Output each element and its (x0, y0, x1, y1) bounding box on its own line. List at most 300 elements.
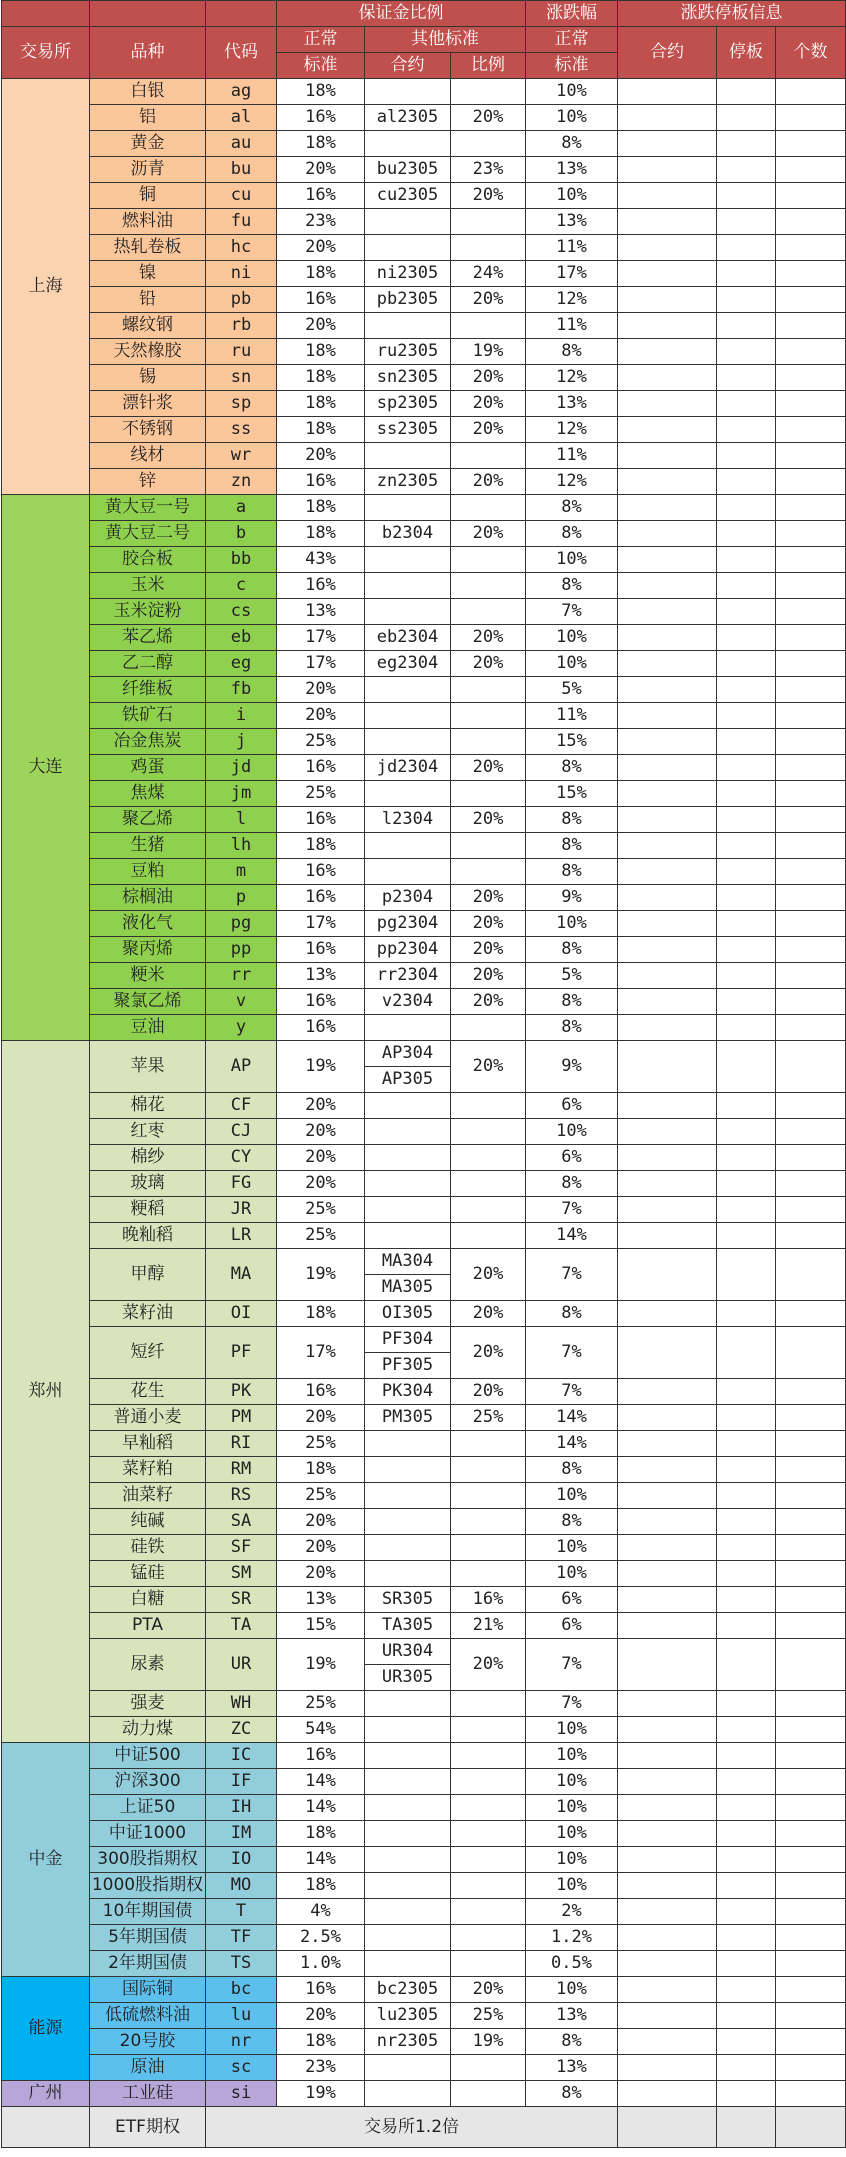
other-ratio-cell (451, 1873, 526, 1899)
limit-contract-cell (618, 1639, 717, 1691)
limit-board-cell (717, 1015, 776, 1041)
other-ratio-cell: 16% (451, 1587, 526, 1613)
variety-cell: 豆粕 (90, 859, 206, 885)
other-contract-cell (365, 1145, 451, 1171)
limit-pct-cell: 8% (526, 573, 618, 599)
other-contract-cell (365, 1873, 451, 1899)
normal-margin-cell: 2.5% (277, 1925, 365, 1951)
code-cell: pg (206, 911, 277, 937)
limit-board-cell (717, 1171, 776, 1197)
limit-board-cell (717, 339, 776, 365)
other-contract-cell (365, 1223, 451, 1249)
normal-margin-cell: 18% (277, 339, 365, 365)
normal-margin-cell: 20% (277, 443, 365, 469)
code-cell: ru (206, 339, 277, 365)
variety-cell: 苹果 (90, 1041, 206, 1093)
header-limit-count: 个数 (776, 27, 846, 79)
normal-margin-cell: 16% (277, 469, 365, 495)
normal-margin-cell: 23% (277, 209, 365, 235)
limit-contract-cell (618, 1717, 717, 1743)
code-cell: CF (206, 1093, 277, 1119)
other-contract-cell: jd2304 (365, 755, 451, 781)
variety-cell: 铅 (90, 287, 206, 313)
other-contract-cell (365, 859, 451, 885)
limit-contract-cell (618, 833, 717, 859)
code-cell: MO (206, 1873, 277, 1899)
limit-count-cell (776, 1119, 846, 1145)
other-contract-cell (365, 599, 451, 625)
code-cell: au (206, 131, 277, 157)
other-contract-cell: UR305 (365, 1665, 451, 1691)
table-row (2, 911, 846, 937)
limit-contract-cell (618, 2029, 717, 2055)
limit-board-cell (717, 157, 776, 183)
normal-margin-cell: 23% (277, 2055, 365, 2081)
limit-board-cell (717, 235, 776, 261)
other-ratio-cell: 20% (451, 625, 526, 651)
header-code: 代码 (206, 27, 277, 79)
table-row (2, 677, 846, 703)
other-contract-cell (365, 1951, 451, 1977)
variety-cell: 菜籽粕 (90, 1457, 206, 1483)
limit-board-cell (717, 963, 776, 989)
limit-board-cell (717, 1509, 776, 1535)
other-ratio-cell (451, 1795, 526, 1821)
code-cell: bu (206, 157, 277, 183)
other-ratio-cell (451, 859, 526, 885)
limit-board-cell (717, 521, 776, 547)
limit-contract-cell (618, 807, 717, 833)
table-row (2, 1171, 846, 1197)
normal-margin-cell: 1.0% (277, 1951, 365, 1977)
limit-pct-cell: 7% (526, 1379, 618, 1405)
header-row-top (2, 1, 846, 27)
limit-pct-cell: 0.5% (526, 1951, 618, 1977)
code-cell: MA (206, 1249, 277, 1301)
variety-cell: 黄大豆二号 (90, 521, 206, 547)
code-cell: PF (206, 1327, 277, 1379)
variety-cell: 聚氯乙烯 (90, 989, 206, 1015)
table-row (2, 495, 846, 521)
limit-count-cell (776, 1249, 846, 1301)
other-contract-cell: UR304 (365, 1639, 451, 1665)
footer-row (2, 2107, 846, 2148)
limit-pct-cell: 11% (526, 443, 618, 469)
code-cell: CY (206, 1145, 277, 1171)
other-contract-cell (365, 313, 451, 339)
variety-cell: 液化气 (90, 911, 206, 937)
variety-cell: 国际铜 (90, 1977, 206, 2003)
limit-pct-cell: 11% (526, 313, 618, 339)
other-ratio-cell (451, 1899, 526, 1925)
limit-count-cell (776, 1847, 846, 1873)
variety-cell: 棉纱 (90, 1145, 206, 1171)
variety-cell: 聚丙烯 (90, 937, 206, 963)
limit-board-cell (717, 625, 776, 651)
table-row (2, 1743, 846, 1769)
limit-pct-cell: 8% (526, 1015, 618, 1041)
code-cell: lu (206, 2003, 277, 2029)
normal-margin-cell: 13% (277, 599, 365, 625)
header-normal-limit: 正常 (526, 27, 618, 53)
exchange-name: 中金 (2, 1743, 90, 1977)
normal-margin-cell: 14% (277, 1769, 365, 1795)
table-row (2, 1873, 846, 1899)
normal-margin-cell: 25% (277, 1483, 365, 1509)
limit-contract-cell (618, 2081, 717, 2107)
limit-contract-cell (618, 1093, 717, 1119)
limit-board-cell (717, 183, 776, 209)
limit-contract-cell (618, 729, 717, 755)
other-contract-cell: AP304 (365, 1041, 451, 1067)
code-cell: TF (206, 1925, 277, 1951)
other-contract-cell: sn2305 (365, 365, 451, 391)
table-row (2, 1197, 846, 1223)
other-contract-cell: l2304 (365, 807, 451, 833)
other-ratio-cell: 25% (451, 1405, 526, 1431)
limit-board-cell (717, 1717, 776, 1743)
limit-pct-cell: 1.2% (526, 1925, 618, 1951)
code-cell: OI (206, 1301, 277, 1327)
variety-cell: 铝 (90, 105, 206, 131)
variety-cell: 玉米 (90, 573, 206, 599)
limit-count-cell (776, 1691, 846, 1717)
code-cell: pp (206, 937, 277, 963)
normal-margin-cell: 16% (277, 1743, 365, 1769)
limit-board-cell (717, 79, 776, 105)
other-contract-cell (365, 209, 451, 235)
limit-count-cell (776, 1899, 846, 1925)
header-variety: 品种 (90, 27, 206, 79)
normal-margin-cell: 16% (277, 937, 365, 963)
normal-margin-cell: 16% (277, 807, 365, 833)
limit-board-cell (717, 937, 776, 963)
other-ratio-cell: 20% (451, 1301, 526, 1327)
other-ratio-cell (451, 1769, 526, 1795)
limit-pct-cell: 8% (526, 495, 618, 521)
normal-margin-cell: 14% (277, 1847, 365, 1873)
limit-pct-cell: 10% (526, 79, 618, 105)
other-contract-cell (365, 1691, 451, 1717)
normal-margin-cell: 18% (277, 1457, 365, 1483)
other-ratio-cell: 20% (451, 1977, 526, 2003)
other-contract-cell (365, 547, 451, 573)
variety-cell: 20号胶 (90, 2029, 206, 2055)
limit-pct-cell: 13% (526, 157, 618, 183)
other-contract-cell (365, 1899, 451, 1925)
other-contract-cell: OI305 (365, 1301, 451, 1327)
limit-count-cell (776, 1873, 846, 1899)
limit-count-cell (776, 1639, 846, 1691)
table-row (2, 443, 846, 469)
other-contract-cell: lu2305 (365, 2003, 451, 2029)
footer-blank (618, 2107, 717, 2148)
other-ratio-cell (451, 729, 526, 755)
limit-contract-cell (618, 1769, 717, 1795)
limit-count-cell (776, 313, 846, 339)
code-cell: sn (206, 365, 277, 391)
other-ratio-cell (451, 547, 526, 573)
normal-margin-cell: 4% (277, 1899, 365, 1925)
other-ratio-cell (451, 1743, 526, 1769)
normal-margin-cell: 54% (277, 1717, 365, 1743)
table-row (2, 963, 846, 989)
limit-pct-cell: 6% (526, 1093, 618, 1119)
limit-contract-cell (618, 105, 717, 131)
limit-pct-cell: 6% (526, 1613, 618, 1639)
table-row (2, 729, 846, 755)
normal-margin-cell: 20% (277, 1119, 365, 1145)
limit-board-cell (717, 1977, 776, 2003)
code-cell: sc (206, 2055, 277, 2081)
limit-count-cell (776, 443, 846, 469)
table-row (2, 1015, 846, 1041)
limit-board-cell (717, 989, 776, 1015)
limit-count-cell (776, 1041, 846, 1093)
limit-pct-cell: 7% (526, 1327, 618, 1379)
other-contract-cell: pb2305 (365, 287, 451, 313)
normal-margin-cell: 19% (277, 1041, 365, 1093)
other-ratio-cell (451, 313, 526, 339)
limit-contract-cell (618, 1847, 717, 1873)
limit-count-cell (776, 1483, 846, 1509)
variety-cell: 花生 (90, 1379, 206, 1405)
other-contract-cell: bu2305 (365, 157, 451, 183)
normal-margin-cell: 20% (277, 1145, 365, 1171)
header-standard-limit: 标准 (526, 53, 618, 79)
limit-contract-cell (618, 1587, 717, 1613)
code-cell: jd (206, 755, 277, 781)
limit-pct-cell: 10% (526, 1743, 618, 1769)
other-ratio-cell: 20% (451, 105, 526, 131)
limit-count-cell (776, 417, 846, 443)
limit-pct-cell: 13% (526, 2003, 618, 2029)
normal-margin-cell: 20% (277, 1535, 365, 1561)
limit-contract-cell (618, 989, 717, 1015)
limit-pct-cell: 8% (526, 521, 618, 547)
code-cell: wr (206, 443, 277, 469)
other-contract-cell (365, 1925, 451, 1951)
limit-pct-cell: 10% (526, 1717, 618, 1743)
variety-cell: 早籼稻 (90, 1431, 206, 1457)
limit-board-cell (717, 1041, 776, 1093)
variety-cell: 热轧卷板 (90, 235, 206, 261)
header-limit-pct: 涨跌幅 (526, 1, 618, 27)
limit-board-cell (717, 729, 776, 755)
variety-cell: 白银 (90, 79, 206, 105)
limit-pct-cell: 2% (526, 1899, 618, 1925)
limit-count-cell (776, 911, 846, 937)
other-ratio-cell (451, 703, 526, 729)
table-row (2, 625, 846, 651)
limit-board-cell (717, 2029, 776, 2055)
limit-pct-cell: 7% (526, 599, 618, 625)
variety-cell: 棕榈油 (90, 885, 206, 911)
limit-board-cell (717, 1769, 776, 1795)
code-cell: IM (206, 1821, 277, 1847)
code-cell: j (206, 729, 277, 755)
normal-margin-cell: 15% (277, 1613, 365, 1639)
other-ratio-cell: 20% (451, 521, 526, 547)
variety-cell: 沥青 (90, 157, 206, 183)
limit-count-cell (776, 833, 846, 859)
limit-contract-cell (618, 1015, 717, 1041)
limit-board-cell (717, 1327, 776, 1379)
limit-pct-cell: 5% (526, 677, 618, 703)
limit-board-cell (717, 2055, 776, 2081)
limit-count-cell (776, 755, 846, 781)
limit-board-cell (717, 1847, 776, 1873)
code-cell: JR (206, 1197, 277, 1223)
table-row (2, 651, 846, 677)
limit-pct-cell: 12% (526, 417, 618, 443)
variety-cell: 焦煤 (90, 781, 206, 807)
table-row (2, 1691, 846, 1717)
limit-contract-cell (618, 417, 717, 443)
limit-board-cell (717, 677, 776, 703)
limit-pct-cell: 14% (526, 1223, 618, 1249)
normal-margin-cell: 20% (277, 1561, 365, 1587)
code-cell: sp (206, 391, 277, 417)
limit-board-cell (717, 2003, 776, 2029)
code-cell: bc (206, 1977, 277, 2003)
other-contract-cell: eg2304 (365, 651, 451, 677)
limit-contract-cell (618, 443, 717, 469)
limit-pct-cell: 17% (526, 261, 618, 287)
table-row (2, 1379, 846, 1405)
limit-contract-cell (618, 1483, 717, 1509)
limit-count-cell (776, 1457, 846, 1483)
variety-cell: 黄金 (90, 131, 206, 157)
table-row (2, 599, 846, 625)
other-ratio-cell (451, 1847, 526, 1873)
code-cell: cu (206, 183, 277, 209)
variety-cell: 300股指期权 (90, 1847, 206, 1873)
limit-board-cell (717, 391, 776, 417)
limit-count-cell (776, 391, 846, 417)
header-limit-board: 停板 (717, 27, 776, 79)
limit-board-cell (717, 1301, 776, 1327)
variety-cell: 油菜籽 (90, 1483, 206, 1509)
limit-count-cell (776, 1535, 846, 1561)
limit-count-cell (776, 807, 846, 833)
code-cell: IC (206, 1743, 277, 1769)
table-row (2, 131, 846, 157)
limit-board-cell (717, 1925, 776, 1951)
table-row (2, 261, 846, 287)
normal-margin-cell: 14% (277, 1795, 365, 1821)
code-cell: T (206, 1899, 277, 1925)
normal-margin-cell: 18% (277, 833, 365, 859)
normal-margin-cell: 17% (277, 651, 365, 677)
limit-pct-cell: 8% (526, 131, 618, 157)
limit-contract-cell (618, 391, 717, 417)
other-ratio-cell: 20% (451, 365, 526, 391)
limit-contract-cell (618, 885, 717, 911)
other-contract-cell (365, 443, 451, 469)
table-row (2, 703, 846, 729)
variety-cell: 短纤 (90, 1327, 206, 1379)
limit-board-cell (717, 209, 776, 235)
limit-pct-cell: 7% (526, 1249, 618, 1301)
table-row (2, 2029, 846, 2055)
variety-cell: 铁矿石 (90, 703, 206, 729)
code-cell: a (206, 495, 277, 521)
table-row (2, 1795, 846, 1821)
variety-cell: 动力煤 (90, 1717, 206, 1743)
other-contract-cell (365, 573, 451, 599)
other-contract-cell: zn2305 (365, 469, 451, 495)
limit-contract-cell (618, 937, 717, 963)
variety-cell: 工业硅 (90, 2081, 206, 2107)
limit-board-cell (717, 651, 776, 677)
header-ratio: 比例 (451, 53, 526, 79)
code-cell: IF (206, 1769, 277, 1795)
limit-contract-cell (618, 1405, 717, 1431)
other-ratio-cell (451, 1483, 526, 1509)
table-row (2, 1847, 846, 1873)
code-cell: bb (206, 547, 277, 573)
other-contract-cell: PM305 (365, 1405, 451, 1431)
limit-contract-cell (618, 573, 717, 599)
variety-cell: 不锈钢 (90, 417, 206, 443)
limit-contract-cell (618, 2055, 717, 2081)
footer-blank (2, 2107, 90, 2148)
exchange-name: 上海 (2, 79, 90, 495)
limit-count-cell (776, 1327, 846, 1379)
limit-contract-cell (618, 495, 717, 521)
other-contract-cell (365, 131, 451, 157)
header-blank (2, 1, 90, 27)
limit-count-cell (776, 209, 846, 235)
limit-pct-cell: 8% (526, 937, 618, 963)
code-cell: c (206, 573, 277, 599)
limit-contract-cell (618, 911, 717, 937)
normal-margin-cell: 19% (277, 1249, 365, 1301)
limit-board-cell (717, 599, 776, 625)
limit-board-cell (717, 1639, 776, 1691)
variety-cell: 苯乙烯 (90, 625, 206, 651)
limit-contract-cell (618, 1431, 717, 1457)
limit-pct-cell: 8% (526, 339, 618, 365)
limit-count-cell (776, 1587, 846, 1613)
limit-board-cell (717, 1249, 776, 1301)
limit-count-cell (776, 495, 846, 521)
limit-count-cell (776, 989, 846, 1015)
limit-count-cell (776, 1613, 846, 1639)
normal-margin-cell: 16% (277, 105, 365, 131)
limit-board-cell (717, 859, 776, 885)
limit-board-cell (717, 131, 776, 157)
other-ratio-cell (451, 1561, 526, 1587)
other-contract-cell (365, 2055, 451, 2081)
other-contract-cell (365, 235, 451, 261)
footer-blank (717, 2107, 776, 2148)
exchange-name: 能源 (2, 1977, 90, 2081)
limit-pct-cell: 8% (526, 859, 618, 885)
limit-board-cell (717, 1743, 776, 1769)
variety-cell: 黄大豆一号 (90, 495, 206, 521)
normal-margin-cell: 20% (277, 677, 365, 703)
other-ratio-cell (451, 599, 526, 625)
other-contract-cell (365, 677, 451, 703)
normal-margin-cell: 20% (277, 235, 365, 261)
limit-contract-cell (618, 1561, 717, 1587)
other-contract-cell: al2305 (365, 105, 451, 131)
limit-board-cell (717, 1899, 776, 1925)
limit-count-cell (776, 2029, 846, 2055)
variety-cell: 10年期国债 (90, 1899, 206, 1925)
